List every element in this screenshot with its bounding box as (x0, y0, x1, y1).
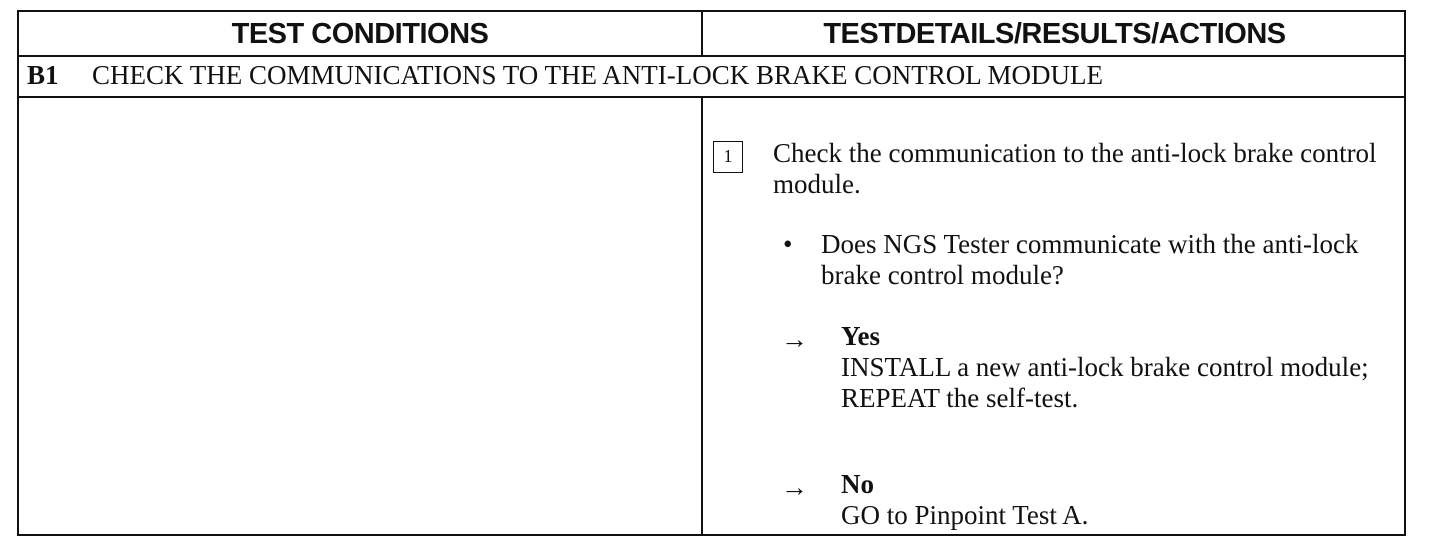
answer-yes-action: INSTALL a new anti-lock brake control module; REPEAT the self-test. (841, 352, 1369, 413)
header-column-divider (701, 12, 703, 55)
question-text: Does NGS Tester communicate with the anti-lock brake control module? (821, 229, 1359, 290)
step-title: CHECK THE COMMUNICATIONS TO THE ANTI-LOCK BRAKE CONTROL MODULE (92, 60, 1104, 90)
bullet-icon: • (783, 229, 793, 259)
step-id: B1 (27, 60, 59, 90)
header-test-details: TESTDETAILS/RESULTS/ACTIONS (823, 18, 1286, 50)
step-number-box: 1 (713, 141, 743, 173)
header-test-conditions: TEST CONDITIONS (231, 18, 489, 50)
step-title-row (19, 55, 1404, 98)
instruction-text: Check the communication to the anti-lock brake control module. (773, 138, 1377, 199)
diagnostic-test-table (17, 10, 1406, 536)
answer-yes-label: Yes (841, 321, 880, 351)
answer-no-label: No (841, 469, 874, 499)
arrow-right-icon: → (781, 472, 808, 502)
arrow-right-icon: → (781, 324, 808, 354)
table-header-row (19, 12, 1404, 57)
test-details-cell (703, 98, 1406, 536)
answer-no-action: GO to Pinpoint Test A. (841, 500, 1089, 530)
